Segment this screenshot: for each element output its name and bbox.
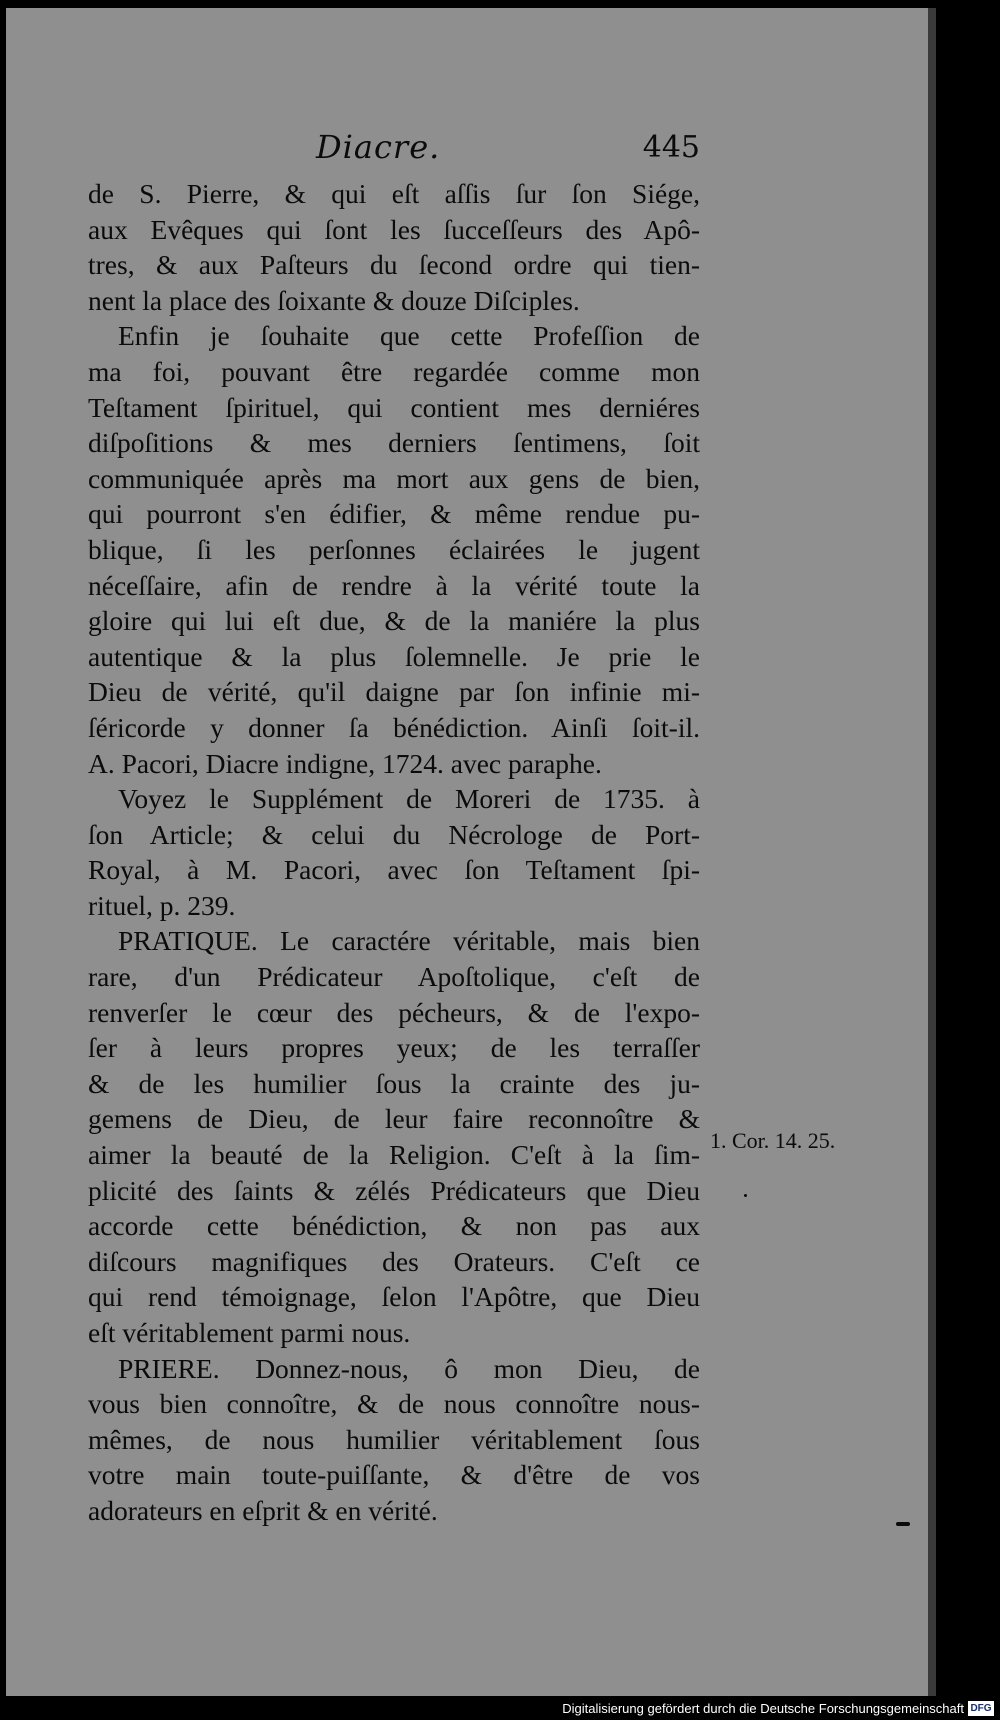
text-line: votre main toute-puiſſante, & d'être de vos xyxy=(88,1459,700,1491)
text-line: qui rend témoignage, ſelon l'Apôtre, que Dieu xyxy=(88,1281,700,1313)
text-line: & de les humilier ſous la crainte des ju- xyxy=(88,1067,700,1099)
text-line: PRIERE. Donnez-nous, ô mon Dieu, de xyxy=(118,1352,700,1384)
body-text xyxy=(88,176,700,1529)
footer-bar xyxy=(0,1696,1000,1720)
text-line: Voyez le Supplément de Moreri de 1735. à xyxy=(118,783,700,815)
text-line: PRATIQUE. Le caractére véritable, mais bien xyxy=(118,925,700,957)
text-line: rituel, p. 239. xyxy=(88,889,236,921)
text-line: Teſtament ſpirituel, qui contient mes derniéres xyxy=(88,391,700,423)
running-title: Diacre. xyxy=(316,128,441,166)
text-line: gloire qui lui eſt due, & de la maniére la plus xyxy=(88,605,700,637)
text-line: Enfin je ſouhaite que cette Profeſſion de xyxy=(118,320,700,352)
text-line: ſer à leurs propres yeux; de les terraſſer xyxy=(88,1032,700,1064)
ink-speck xyxy=(744,1194,747,1197)
text-line: nent la place des ſoixante & douze Diſciples. xyxy=(88,284,580,316)
text-line: gemens de Dieu, de leur faire reconnoître & xyxy=(88,1103,700,1135)
text-line: eſt véritablement parmi nous. xyxy=(88,1317,411,1348)
text-line: accorde cette bénédiction, & non pas aux xyxy=(88,1210,700,1242)
text-line: A. Pacori, Diacre indigne, 1724. avec paraphe. xyxy=(88,747,602,779)
text-line: ma foi, pouvant être regardée comme mon xyxy=(88,355,700,387)
text-line: tres, & aux Paſteurs du ſecond ordre qui tien- xyxy=(88,249,700,281)
text-line: Dieu de vérité, qu'il daigne par ſon infinie mi- xyxy=(88,676,700,708)
text-line: communiquée après ma mort aux gens de bien, xyxy=(88,462,700,494)
funding-credit: Digitalisierung gefördert durch die Deutsche Forschungsgemeinschaft xyxy=(562,1701,964,1716)
text-line: néceſſaire, afin de rendre à la vérité toute la xyxy=(88,569,700,601)
text-line: renverſer le cœur des pécheurs, & de l'expo- xyxy=(88,996,700,1028)
text-line: aimer la beauté de la Religion. C'eſt à la ſim- xyxy=(88,1139,700,1171)
text-line: ſon Article; & celui du Nécrologe de Port- xyxy=(88,818,700,850)
page-header xyxy=(88,128,700,178)
text-line: ſéricorde y donner ſa bénédiction. Ainſi ſoit-il. xyxy=(88,711,700,743)
page-edge-shadow xyxy=(928,8,936,1696)
margin-reference: 1. Cor. 14. 25. xyxy=(710,1128,836,1153)
text-line: blique, ſi les perſonnes éclairées le jugent xyxy=(88,533,700,565)
text-line: autentique & la plus ſolemnelle. Je prie le xyxy=(88,640,700,672)
text-line: aux Evêques qui ſont les ſucceſſeurs des Apô- xyxy=(88,213,700,245)
text-line: Royal, à M. Pacori, avec ſon Teſtament ſpi- xyxy=(88,854,700,886)
text-line: rare, d'un Prédicateur Apoſtolique, c'eſt de xyxy=(88,961,700,993)
page-number: 445 xyxy=(642,130,700,165)
text-line: vous bien connoître, & de nous connoître nous- xyxy=(88,1388,700,1420)
ink-speck xyxy=(896,1522,910,1526)
text-line: plicité des ſaints & zélés Prédicateurs que Dieu xyxy=(88,1174,700,1206)
text-line: de S. Pierre, & qui eſt aſſis ſur ſon Siége, xyxy=(88,178,700,209)
text-line: diſcours magnifiques des Orateurs. C'eſt ce xyxy=(88,1245,700,1277)
dfg-logo: DFG xyxy=(968,1701,994,1716)
text-line: qui pourront s'en édifier, & même rendue pu- xyxy=(88,498,700,530)
book-page xyxy=(6,8,934,1696)
text-line: diſpoſitions & mes derniers ſentimens, ſoit xyxy=(88,427,700,459)
text-line: adorateurs en eſprit & en vérité. xyxy=(88,1494,438,1526)
text-line: mêmes, de nous humilier véritablement ſous xyxy=(88,1423,700,1455)
